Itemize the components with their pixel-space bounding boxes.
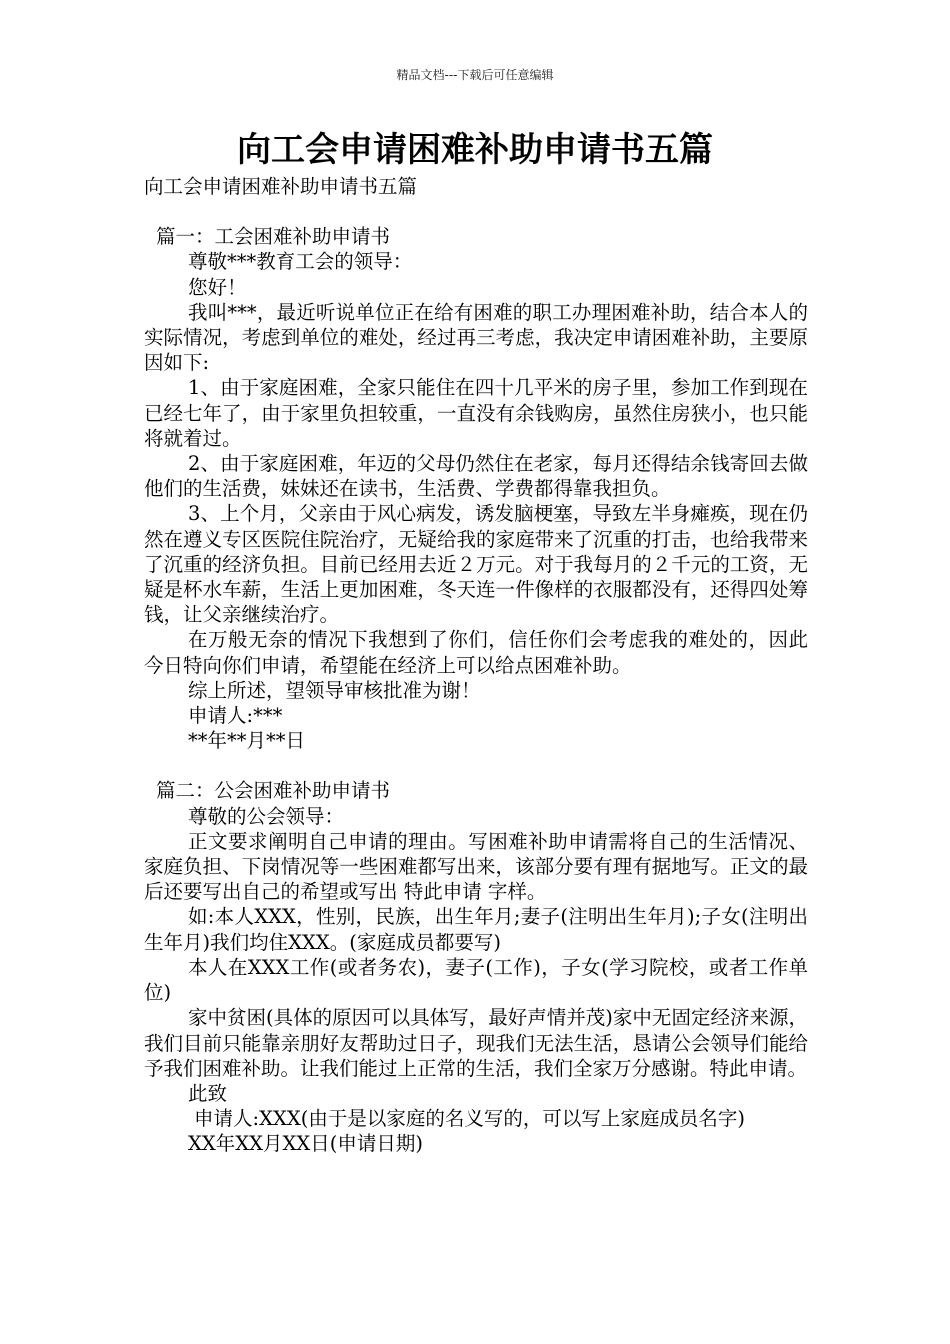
salutation: 尊敬的公会领导：	[188, 804, 345, 828]
body-paragraph: 2、由于家庭困难，年迈的父母仍然住在老家，每月还得结余钱寄回去做他们的生活费，妹妹还在读书，生活费、学费都得靠我担负。	[144, 452, 808, 501]
section-1	[144, 224, 808, 753]
section-spacer	[144, 753, 808, 778]
salutation: 尊敬***教育工会的领导：	[188, 250, 413, 274]
document-subtitle: 向工会申请困难补助申请书五篇	[144, 175, 418, 198]
date-line: **年**月**日	[188, 729, 306, 753]
document-body	[144, 174, 808, 1157]
page-header-note: 精品文档---下载后可任意编辑	[396, 68, 554, 82]
body-paragraph: 如:本人XXX，性别，民族，出生年月;妻子(注明出生年月);子女(注明出生年月)我们均住XXX。(家庭成员都要写)	[144, 905, 808, 954]
body-paragraph: 1、由于家庭困难，全家只能住在四十几平米的房子里，参加工作到现在已经七年了，由于家里负担较重，一直没有余钱购房，虽然住房狭小，也只能将就着过。	[144, 376, 808, 450]
applicant-line: 申请人:XXX(由于是以家庭的名义写的，可以写上家庭成员名字)	[194, 1107, 745, 1131]
body-paragraph: 家中贫困(具体的原因可以具体写，最好声情并茂)家中无固定经济来源，我们目前只能靠亲朋好友帮助过日子，现我们无法生活，恳请公会领导们能给予我们困难补助。让我们能过上正常的生活，我们全家万分感谢。特此申请。	[144, 1006, 808, 1080]
closing-line: 综上所述，望领导审核批准为谢！	[188, 678, 481, 702]
body-paragraph: 3、上个月，父亲由于风心病发，诱发脑梗塞，导致左半身瘫痪，现在仍然在遵义专区医院住院治疗，无疑给我的家庭带来了沉重的打击，也给我带来了沉重的经济负担。目前已经用去近２万元。对于我每月的２千元的工资，无疑是杯水车薪，生活上更加困难，冬天连一件像样的衣服都没有，还得四处筹钱，让父亲继续治疗。	[144, 502, 808, 627]
section-2	[144, 778, 808, 1156]
document-title: 向工会申请困难补助申请书五篇	[237, 130, 713, 170]
body-paragraph: 在万般无奈的情况下我想到了你们，信任你们会考虑我的难处的，因此今日特向你们申请，希望能在经济上可以给点困难补助。	[144, 628, 808, 677]
section-heading: 篇一：工会困难补助申请书	[156, 225, 391, 249]
applicant-line: 申请人:***	[188, 704, 283, 728]
date-line: XX年XX月XX日(申请日期)	[188, 1132, 424, 1156]
body-paragraph: 正文要求阐明自己申请的理由。写困难补助申请需将自己的生活情况、家庭负担、下岗情况等一些困难都写出来，该部分要有理有据地写。正文的最后还要写出自己的希望或写出 特此申请 字样。	[144, 829, 808, 904]
body-paragraph: 本人在XXX工作(或者务农)，妻子(工作)，子女(学习院校，或者工作单位)	[144, 955, 808, 1005]
greeting: 您好！	[188, 275, 247, 299]
section-heading: 篇二：公会困难补助申请书	[156, 779, 391, 803]
body-paragraph: 我叫***，最近听说单位正在给有困难的职工办理困难补助，结合本人的实际情况，考虑到单位的难处，经过再三考虑，我决定申请困难补助，主要原因如下:	[144, 300, 808, 375]
closing-line: 此致	[188, 1081, 228, 1105]
